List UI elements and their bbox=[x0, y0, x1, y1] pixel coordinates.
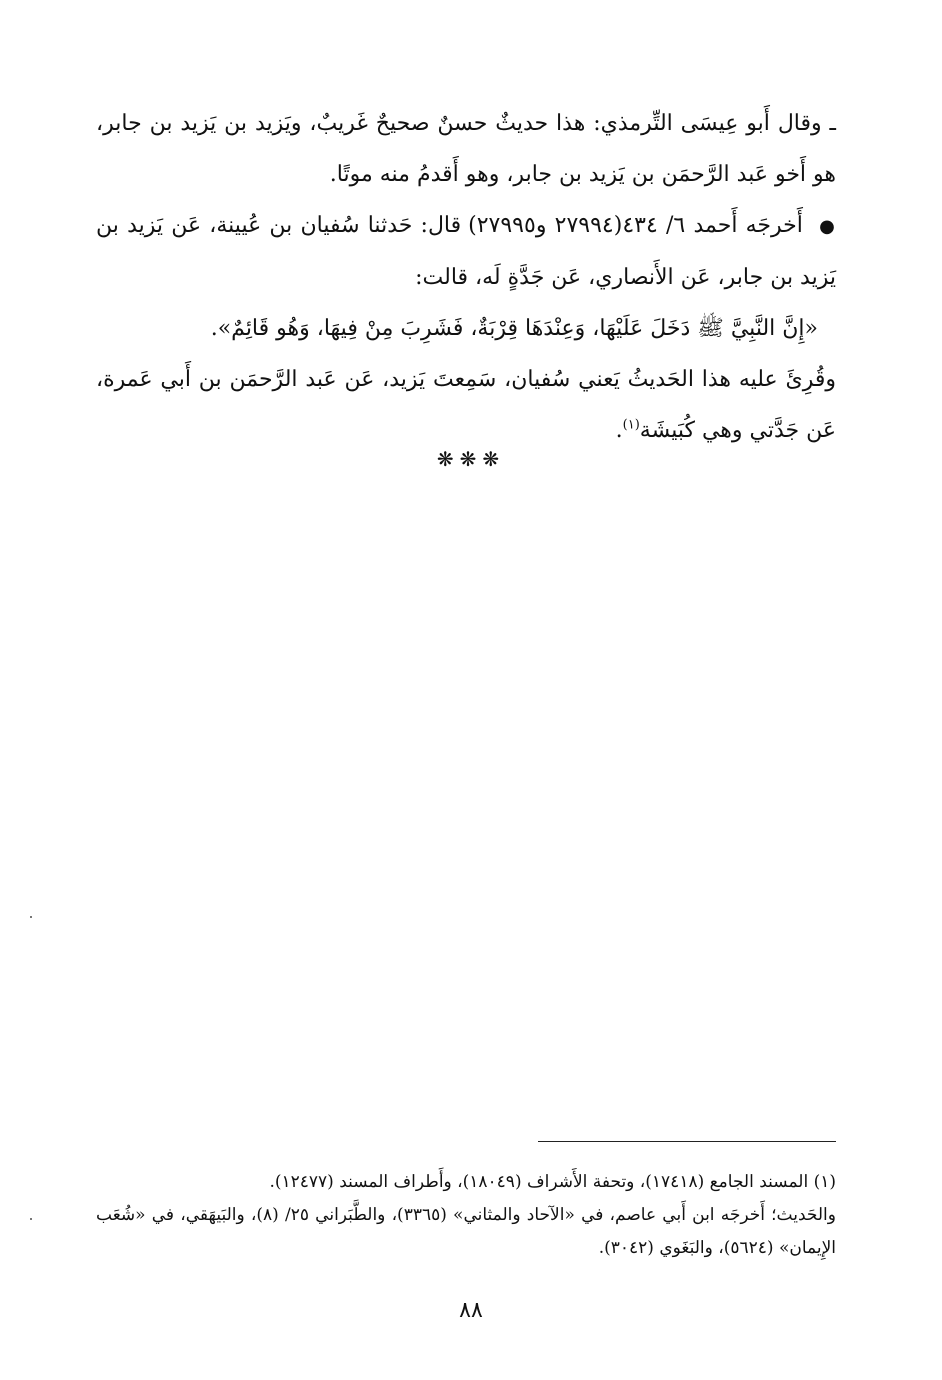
footnote-reference: (١) bbox=[622, 417, 640, 433]
footnote-1-continued: والحَديث؛ أَخرجَه ابن أَبي عاصم، في «الآحاد والمثاني» (٣٣٦٥)، والطَّبَراني ٢٥/ (٨)، والبَيهَقي، في «شُعَب الإِيمان» (٥٦٢٤)، والبَغَوي (٣٠٤٢). bbox=[96, 1205, 836, 1258]
hadith-text: «إِنَّ النَّبِيَّ ﷺ دَخَلَ عَلَيْهَا، وَعِنْدَهَا قِرْبَةٌ، فَشَرِبَ مِنْ فِيهَا، وَهُو قَائِمٌ». bbox=[210, 316, 818, 341]
paragraph-reading-note bbox=[96, 354, 836, 456]
footnotes-block bbox=[96, 1166, 836, 1265]
scan-speck bbox=[30, 916, 32, 918]
paragraph-ahmad-takhrij bbox=[96, 200, 836, 303]
paragraph-tirmidhi-comment: ـ وقال أَبو عِيسَى التِّرمذي: هذا حديثٌ حسنٌ صحيحٌ غَريبٌ، ويَزيد بن يَزيد بن جابر، هو أَخو عَبد الرَّحمَن بن يَزيد بن جابر، وهو أَقدمُ منه موتًا. bbox=[96, 111, 836, 187]
main-text-block bbox=[96, 98, 836, 456]
footnote-1: (١) المسند الجامع (١٧٤١٨)، وتحفة الأَشراف (١٨٠٤٩)، وأَطراف المسند (١٢٤٧٧). bbox=[269, 1172, 836, 1192]
bullet-icon: ● bbox=[819, 216, 836, 237]
paragraph-reading-end: . bbox=[615, 418, 623, 443]
paragraph-ahmad-text: أَخرجَه أَحمد ٦/ ٤٣٤(٢٧٩٩٤ و٢٧٩٩٥) قال: حَدثنا سُفيان بن عُيينة، عَن يَزيد بن يَزيد بن جابر، عَن الأَنصاري، عَن جَدَّةٍ لَه، قالت: bbox=[96, 213, 836, 290]
scan-speck bbox=[30, 1218, 32, 1220]
page-number: ٨٨ bbox=[459, 1298, 483, 1323]
footnote-divider bbox=[538, 1141, 836, 1142]
paragraph-reading-text: وقُرِئَ عليه هذا الحَديثُ يَعني سُفيان، سَمِعتَ يَزيد، عَن عَبد الرَّحمَن بن أَبي عَمرة، عَن جَدَّتي وهي كُبَيشَة bbox=[96, 367, 836, 443]
section-separator: ❋❋❋ bbox=[436, 447, 506, 471]
